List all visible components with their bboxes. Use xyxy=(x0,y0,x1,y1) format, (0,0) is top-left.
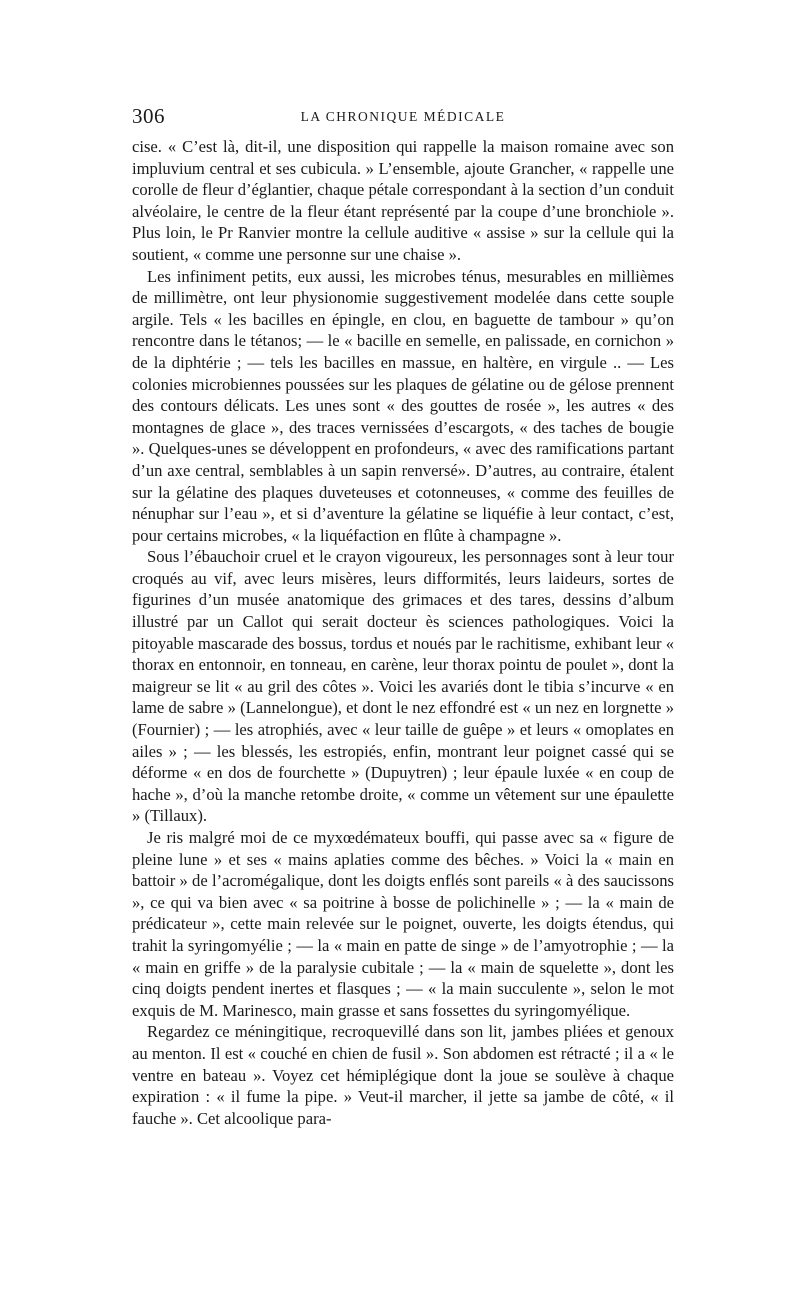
paragraph-2: Les infiniment petits, eux aussi, les microbes ténus, mesurables en millièmes de millimètre, ont leur physionomie suggestivement modelée dans cette souple argile. Tels « les bacilles en épingle, en clou, en baguette de tambour » qu’on rencontre dans le tétanos; — le « bacille en semelle, en palissade, en cornichon » de la diphtérie ; — tels les bacilles en massue, en haltère, en virgule .. — Les colonies microbiennes poussées sur les plaques de gélatine ou de gélose prennent des contours délicats. Les unes sont « des gouttes de rosée », les autres « des montagnes de glace », des traces vernissées d’escargots, « des taches de bougie ». Quelques-unes se développent en profondeurs, « avec des ramifications partant d’un axe central, semblables à un sapin renversé». D’autres, au contraire, étalent sur la gélatine des plaques duveteuses et cotonneuses, « comme des feuilles de nénuphar sur l’eau », et si d’aventure la gélatine se liquéfie à leur contact, c’est, pour certains microbes, « la liquéfaction en flûte à champagne ». xyxy=(132,266,674,545)
paragraph-3: Sous l’ébauchoir cruel et le crayon vigoureux, les personnages sont à leur tour croqués au vif, avec leurs misères, leurs difformités, leurs laideurs, sortes de figurines d’un musée anatomique des grimaces et des tares, dessins d’album illustré par un Callot qui serait docteur ès sciences pathologiques. Voici la pitoyable mascarade des bossus, tordus et noués par le rachitisme, exhibant leur « thorax en entonnoir, en tonneau, en carène, leur thorax pointu de poulet », dont la maigreur se lit « au gril des côtes ». Voici les avariés dont le tibia s’incurve « en lame de sabre » (Lannelongue), et dont le nez effondré est « un nez en lorgnette » (Fournier) ; — les atrophiés, avec « leur taille de guêpe » et leurs « omoplates en ailes » ; — les blessés, les estropiés, enfin, montrant leur poignet cassé qui se déforme « en dos de fourchette » (Dupuytren) ; leur épaule luxée « en coup de hache », d’où la manche retombe droite, « comme un vêtement sur une épaulette » (Tillaux). xyxy=(132,547,674,826)
paragraph-4: Je ris malgré moi de ce myxœdémateux bouffi, qui passe avec sa « figure de pleine lune » et ses « mains aplaties comme des bêches. » Voici la « main en battoir » de l’acromégalique, dont les doigts enflés sont pareils « à des saucissons », ce qui va bien avec « sa poitrine à bosse de polichinelle » ; — la « main de prédicateur », cette main relevée sur le poignet, ouverte, les doigts étendus, qui trahit la syringomyélie ; — la « main en patte de singe » de l’amyotrophie ; — la « main en griffe » de la paralysie cubitale ; — la « main de squelette », dont les cinq doigts pendent inertes et flasques ; — « la main succulente », selon le mot exquis de M. Marinesco, main grasse et sans fossettes du syringomyélique. xyxy=(132,828,674,1020)
page-number: 306 xyxy=(132,104,165,128)
body-text xyxy=(132,136,674,1129)
running-title: LA CHRONIQUE MÉDICALE xyxy=(300,109,506,124)
paragraph-1: cise. « C’est là, dit-il, une disposition qui rappelle la maison romaine avec son impluvium central et ses cubicula. » L’ensemble, ajoute Grancher, « rappelle une corolle de fleur d’églantier, chaque pétale correspondant à la section d’un conduit alvéolaire, le centre de la fleur étant représenté par la coupe d’une bronchiole ». Plus loin, le Pr Ranvier montre la cellule auditive « assise » sur la cellule qui la soutient, « comme une personne sur une chaise ». xyxy=(132,137,674,264)
paragraph-5: Regardez ce méningitique, recroquevillé dans son lit, jambes pliées et genoux au menton. Il est « couché en chien de fusil ». Son abdomen est rétracté ; il a « le ventre en bateau ». Voyez cet hémiplégique dont la joue se soulève à chaque expiration : « il fume la pipe. » Veut-il marcher, il jette sa jambe de côté, « il fauche ». Cet alcoolique para- xyxy=(132,1022,674,1128)
document-page xyxy=(132,104,674,1129)
page-header xyxy=(132,104,674,136)
